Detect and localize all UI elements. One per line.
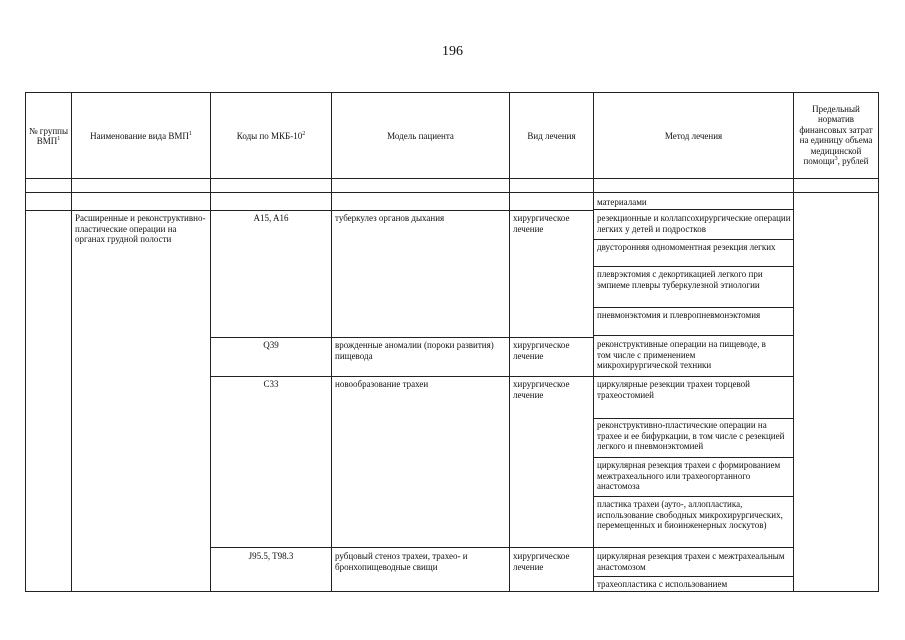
footnote-mark: 3 [834, 156, 838, 162]
header-cost-norm-label: Предельный норматив финансовых затрат на единицу объема медицинской помощи [799, 103, 873, 166]
treatment-method: двусторонняя одномоментная резекция легких [597, 242, 776, 252]
table-rule [210, 337, 594, 338]
header-icd-codes-label: Коды по МКБ-10 [236, 130, 303, 141]
table-rule [594, 266, 793, 267]
icd-code: C33 [263, 379, 279, 389]
header-group-number [27, 94, 70, 178]
table-rule [594, 209, 793, 210]
header-vmp-name [73, 94, 209, 178]
treatment-type: хирургическое лечение [513, 340, 570, 361]
table-rule [25, 210, 593, 211]
table-rule [509, 92, 510, 592]
table-rule [331, 92, 332, 592]
vmp-group-name: Расширенные и реконструктивно-пластические операции на органах грудной полости [75, 213, 206, 244]
icd-code: Q39 [263, 340, 279, 350]
table-rule [878, 92, 879, 592]
treatment-method: реконструктивные операции на пищеводе, в том числе с применением микрохирургической техники [597, 339, 766, 370]
patient-model: туберкулез органов дыхания [335, 213, 445, 223]
table-rule [210, 547, 793, 548]
icd-code: J95.5, T98.3 [248, 551, 294, 561]
treatment-type: хирургическое лечение [513, 213, 570, 234]
header-icd-codes [212, 94, 330, 178]
table-rule [594, 496, 793, 497]
icd-code: A15, A16 [253, 213, 289, 223]
table-rule [593, 92, 594, 592]
header-group-number-label: № группы ВМП [28, 125, 69, 146]
table-rule [210, 92, 211, 592]
treatment-type: хирургическое лечение [513, 379, 570, 400]
table-rule [594, 576, 793, 577]
header-cost-norm-unit: , рублей [837, 156, 869, 166]
table-rule [210, 376, 793, 377]
patient-model: новообразование трахеи [335, 379, 429, 389]
page-number: 196 [442, 44, 463, 59]
carry-over-method: материалами [597, 197, 647, 207]
header-vmp-name-label: Наименование вида ВМП [90, 130, 189, 141]
treatment-method: циркулярная резекция трахеи с формированием межтрахеального или трахеогортанного анастомоза [597, 460, 781, 491]
footnote-mark: 2 [302, 130, 306, 137]
header-treatment-type: Вид лечения [527, 130, 576, 141]
treatment-method: плеврэктомия с декортикацией легкого при эмпиеме плевры туберкулезной этиологии [597, 269, 763, 290]
header-patient-model: Модель пациента [387, 130, 454, 141]
header-treatment-method: Метод лечения [664, 130, 723, 141]
treatment-method: циркулярные резекции трахеи торцевой трахеостомией [597, 379, 750, 400]
table-rule [25, 178, 879, 179]
table-rule [793, 92, 794, 592]
table-rule [25, 92, 26, 592]
footnote-mark: 1 [57, 136, 61, 142]
table-rule [25, 591, 879, 592]
table-rule [25, 92, 879, 93]
treatment-method: циркулярная резекция трахеи с межтрахеальным анастомозом [597, 551, 785, 572]
treatment-method: трахеопластика с использованием [597, 579, 728, 589]
table-rule [594, 457, 793, 458]
table-rule [25, 192, 879, 193]
treatment-method: пластика трахеи (ауто-, аллопластика, использование свободных микрохирургических, перемещенных и биоинженерных лоскутов) [597, 499, 783, 530]
table-rule [594, 335, 793, 336]
treatment-type: хирургическое лечение [513, 551, 570, 572]
treatment-method: реконструктивно-пластические операции на трахее и ее бифуркации, в том числе с резекцией легкого и пневмонэктомией [597, 420, 785, 451]
treatment-method: резекционные и коллапсохирургические операции легких у детей и подростков [597, 213, 791, 234]
table-rule [594, 307, 793, 308]
footnote-mark: 1 [188, 130, 192, 137]
table-rule [71, 92, 72, 592]
table-rule [594, 418, 793, 419]
header-cost-norm [795, 93, 877, 177]
patient-model: врожденные аномалии (пороки развития) пищевода [335, 340, 494, 361]
treatment-method: пневмонэктомия и плевропневмонэктомия [597, 310, 761, 320]
table-rule [594, 239, 793, 240]
patient-model: рубцовый стеноз трахеи, трахео- и бронхопищеводные свищи [335, 551, 468, 572]
